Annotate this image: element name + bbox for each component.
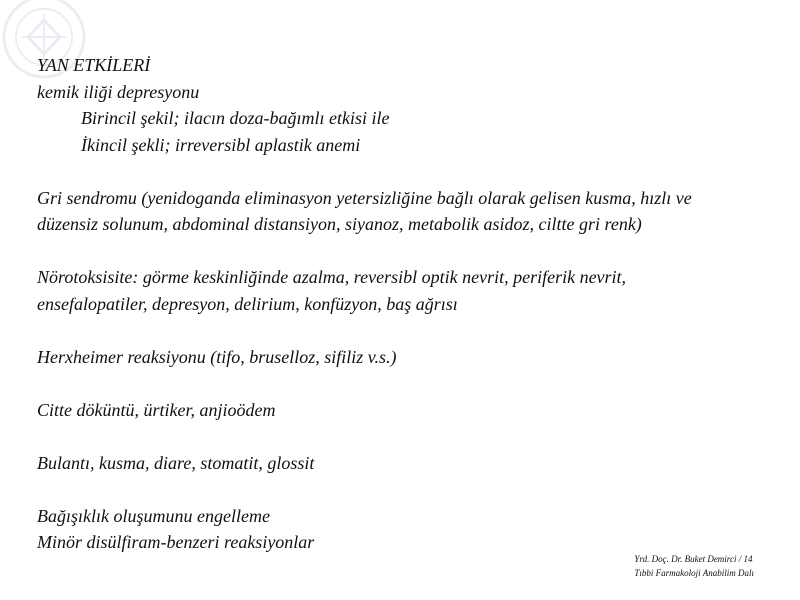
side-effect-line: Birincil şekil; ilacın doza-bağımlı etkisi ile [81,108,390,128]
side-effect-line: Nörotoksisite: görme keskinliğinde azalma, reversibl optik nevrit, periferik nevrit, [37,267,627,287]
slide-title: YAN ETKİLERİ [37,55,151,75]
section-spacer [37,370,777,397]
slide-content [37,52,777,556]
side-effect-line: Bulantı, kusma, diare, stomatit, glossit [37,452,315,473]
section-spacer [37,423,777,450]
side-effects-list [37,79,777,556]
section-spacer [37,238,777,265]
side-effect-line: Citte döküntü, ürtiker, anjioödem [37,399,276,420]
side-effect-line: düzensiz solunum, abdominal distansiyon, siyanoz, metabolik asidoz, ciltte gri renk) [37,214,642,234]
slide-footer [634,552,754,580]
side-effect-line: İkincil şekli; irreversibl aplastik anemi [81,134,361,155]
section-spacer [37,476,777,503]
side-effect-line: Herxheimer reaksiyonu (tifo, bruselloz, sifiliz v.s.) [37,346,397,367]
section-spacer [37,158,777,185]
footer-author: Yrd. Doç. Dr. Buket Demirci / 14 [634,554,753,564]
side-effect-line: kemik iliği depresyonu [37,81,200,102]
section-spacer [37,317,777,344]
side-effect-line: ensefalopatiler, depresyon, delirium, konfüzyon, baş ağrısı [37,293,458,314]
side-effect-line: Bağışıklık oluşumunu engelleme [37,505,270,526]
footer-department: Tıbbi Farmakoloji Anabilim Dalı [634,568,754,578]
side-effect-line: Minör disülfiram-benzeri reaksiyonlar [37,532,315,552]
side-effect-line: Gri sendromu (yenidoganda eliminasyon yetersizliğine bağlı olarak gelisen kusma, hızlı ve [37,187,692,208]
